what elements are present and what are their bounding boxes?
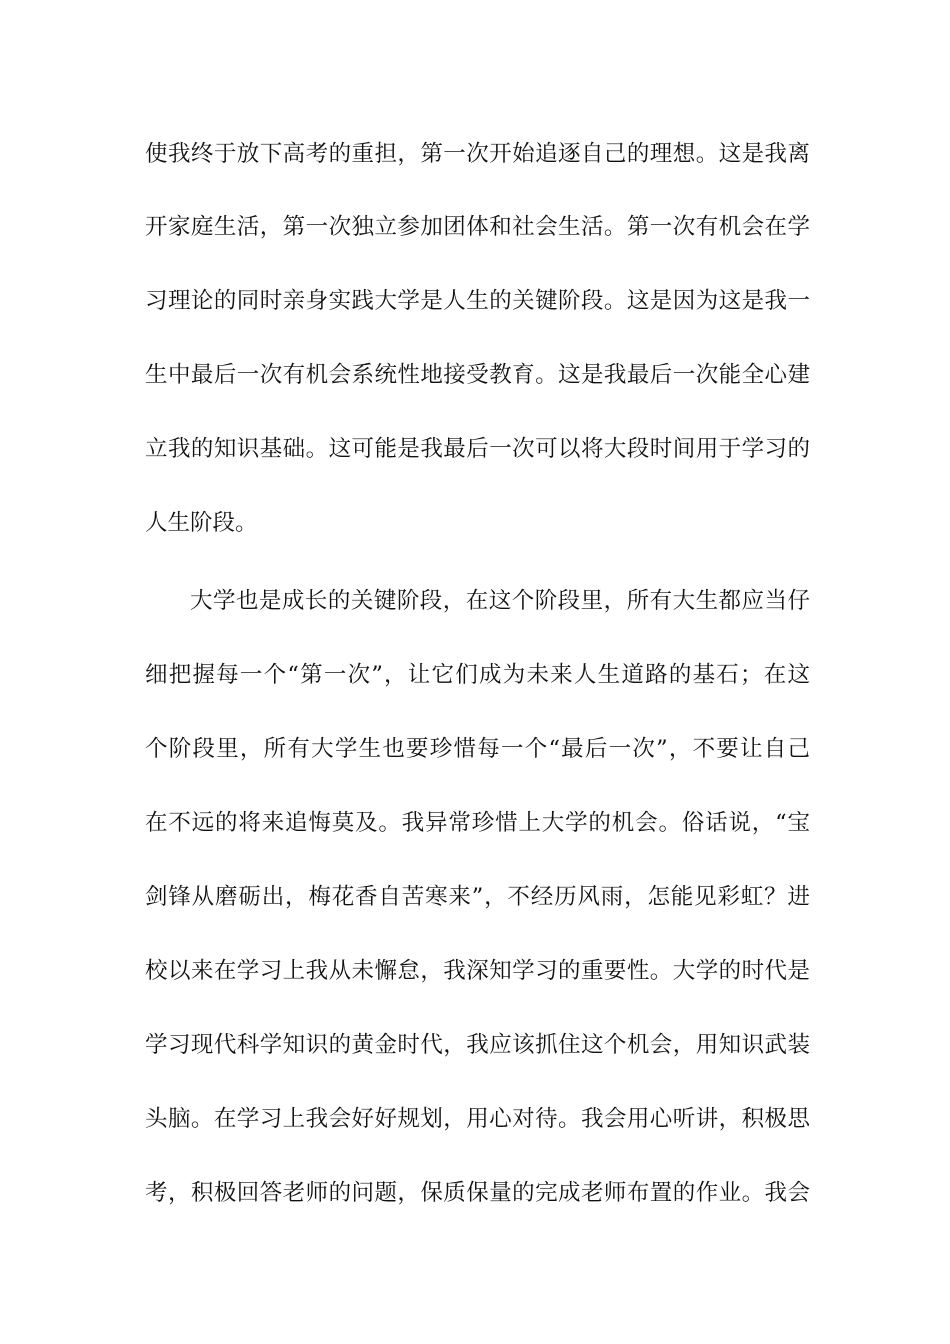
text-line: 个阶段里，所有大学生也要珍惜每一个“最后一次”，不要让自己 bbox=[145, 736, 810, 762]
text-line: 校以来在学习上我从未懈怠，我深知学习的重要性。大学的时代是 bbox=[145, 958, 810, 984]
text-line: 学习现代科学知识的黄金时代，我应该抓住这个机会，用知识武装 bbox=[145, 1032, 810, 1058]
text-line: 头脑。在学习上我会好好规划，用心对待。我会用心听讲，积极思 bbox=[145, 1106, 810, 1132]
text-line: 使我终于放下高考的重担，第一次开始追逐自己的理想。这是我离 bbox=[145, 141, 810, 167]
text-line: 剑锋从磨砺出，梅花香自苦寒来”，不经历风雨，怎能见彩虹？进 bbox=[145, 884, 810, 910]
text-line: 开家庭生活，第一次独立参加团体和社会生活。第一次有机会在学 bbox=[145, 214, 810, 240]
text-line: 考，积极回答老师的问题，保质保量的完成老师布置的作业。我会 bbox=[145, 1180, 810, 1206]
paragraph-first-line: 大学也是成长的关键阶段，在这个阶段里，所有大生都应当仔 bbox=[190, 588, 810, 614]
text-line: 生中最后一次有机会系统性地接受教育。这是我最后一次能全心建 bbox=[145, 362, 810, 388]
text-line: 立我的知识基础。这可能是我最后一次可以将大段时间用于学习的 bbox=[145, 436, 810, 462]
text-line: 习理论的同时亲身实践大学是人生的关键阶段。这是因为这是我一 bbox=[145, 288, 810, 314]
text-line: 细把握每一个“第一次”，让它们成为未来人生道路的基石；在这 bbox=[145, 662, 810, 688]
text-line: 人生阶段。 bbox=[145, 510, 258, 536]
text-line: 在不远的将来追悔莫及。我异常珍惜上大学的机会。俗话说，“宝 bbox=[145, 810, 810, 836]
